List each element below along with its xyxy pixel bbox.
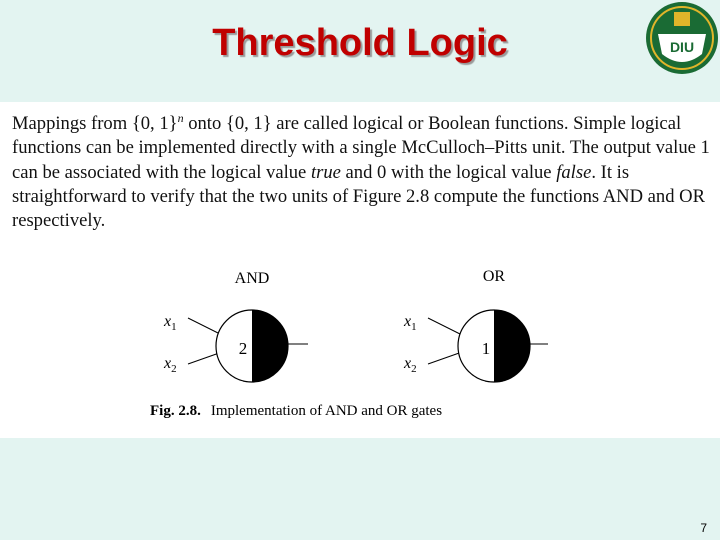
and-neuron (188, 310, 308, 382)
or-threshold: 1 (481, 339, 491, 358)
and-input-x1: $x_1$ (164, 313, 177, 333)
or-input-x2: $x_2$ (404, 355, 417, 375)
and-input-x2: $x_2$ (164, 355, 177, 375)
content-panel (0, 102, 720, 438)
page-number: 7 (700, 521, 707, 535)
body-paragraph: Mappings from {0, 1}$^n$ onto {0, 1} are called logical or Boolean functions. Simple logical functions can be implemented directly with a single McCulloch–Pitts unit. The output value 1 can be associated with the logical value true and 0 with the logical value false. It is straightforward to verify that the two units of Figure 2.8 compute the functions AND and OR respectively. (12, 111, 710, 232)
and-label: AND (234, 270, 270, 287)
or-label: OR (482, 268, 506, 285)
figure-caption: Fig. 2.8. Implementation of AND and OR gates (150, 403, 443, 419)
figure-and-or (0, 102, 720, 438)
and-threshold: 2 (238, 339, 248, 358)
or-input-x1: $x_1$ (404, 313, 417, 333)
university-crest-icon (644, 0, 720, 76)
slide-title: Threshold Logic (212, 22, 508, 64)
logo-text: DIU (669, 39, 695, 55)
